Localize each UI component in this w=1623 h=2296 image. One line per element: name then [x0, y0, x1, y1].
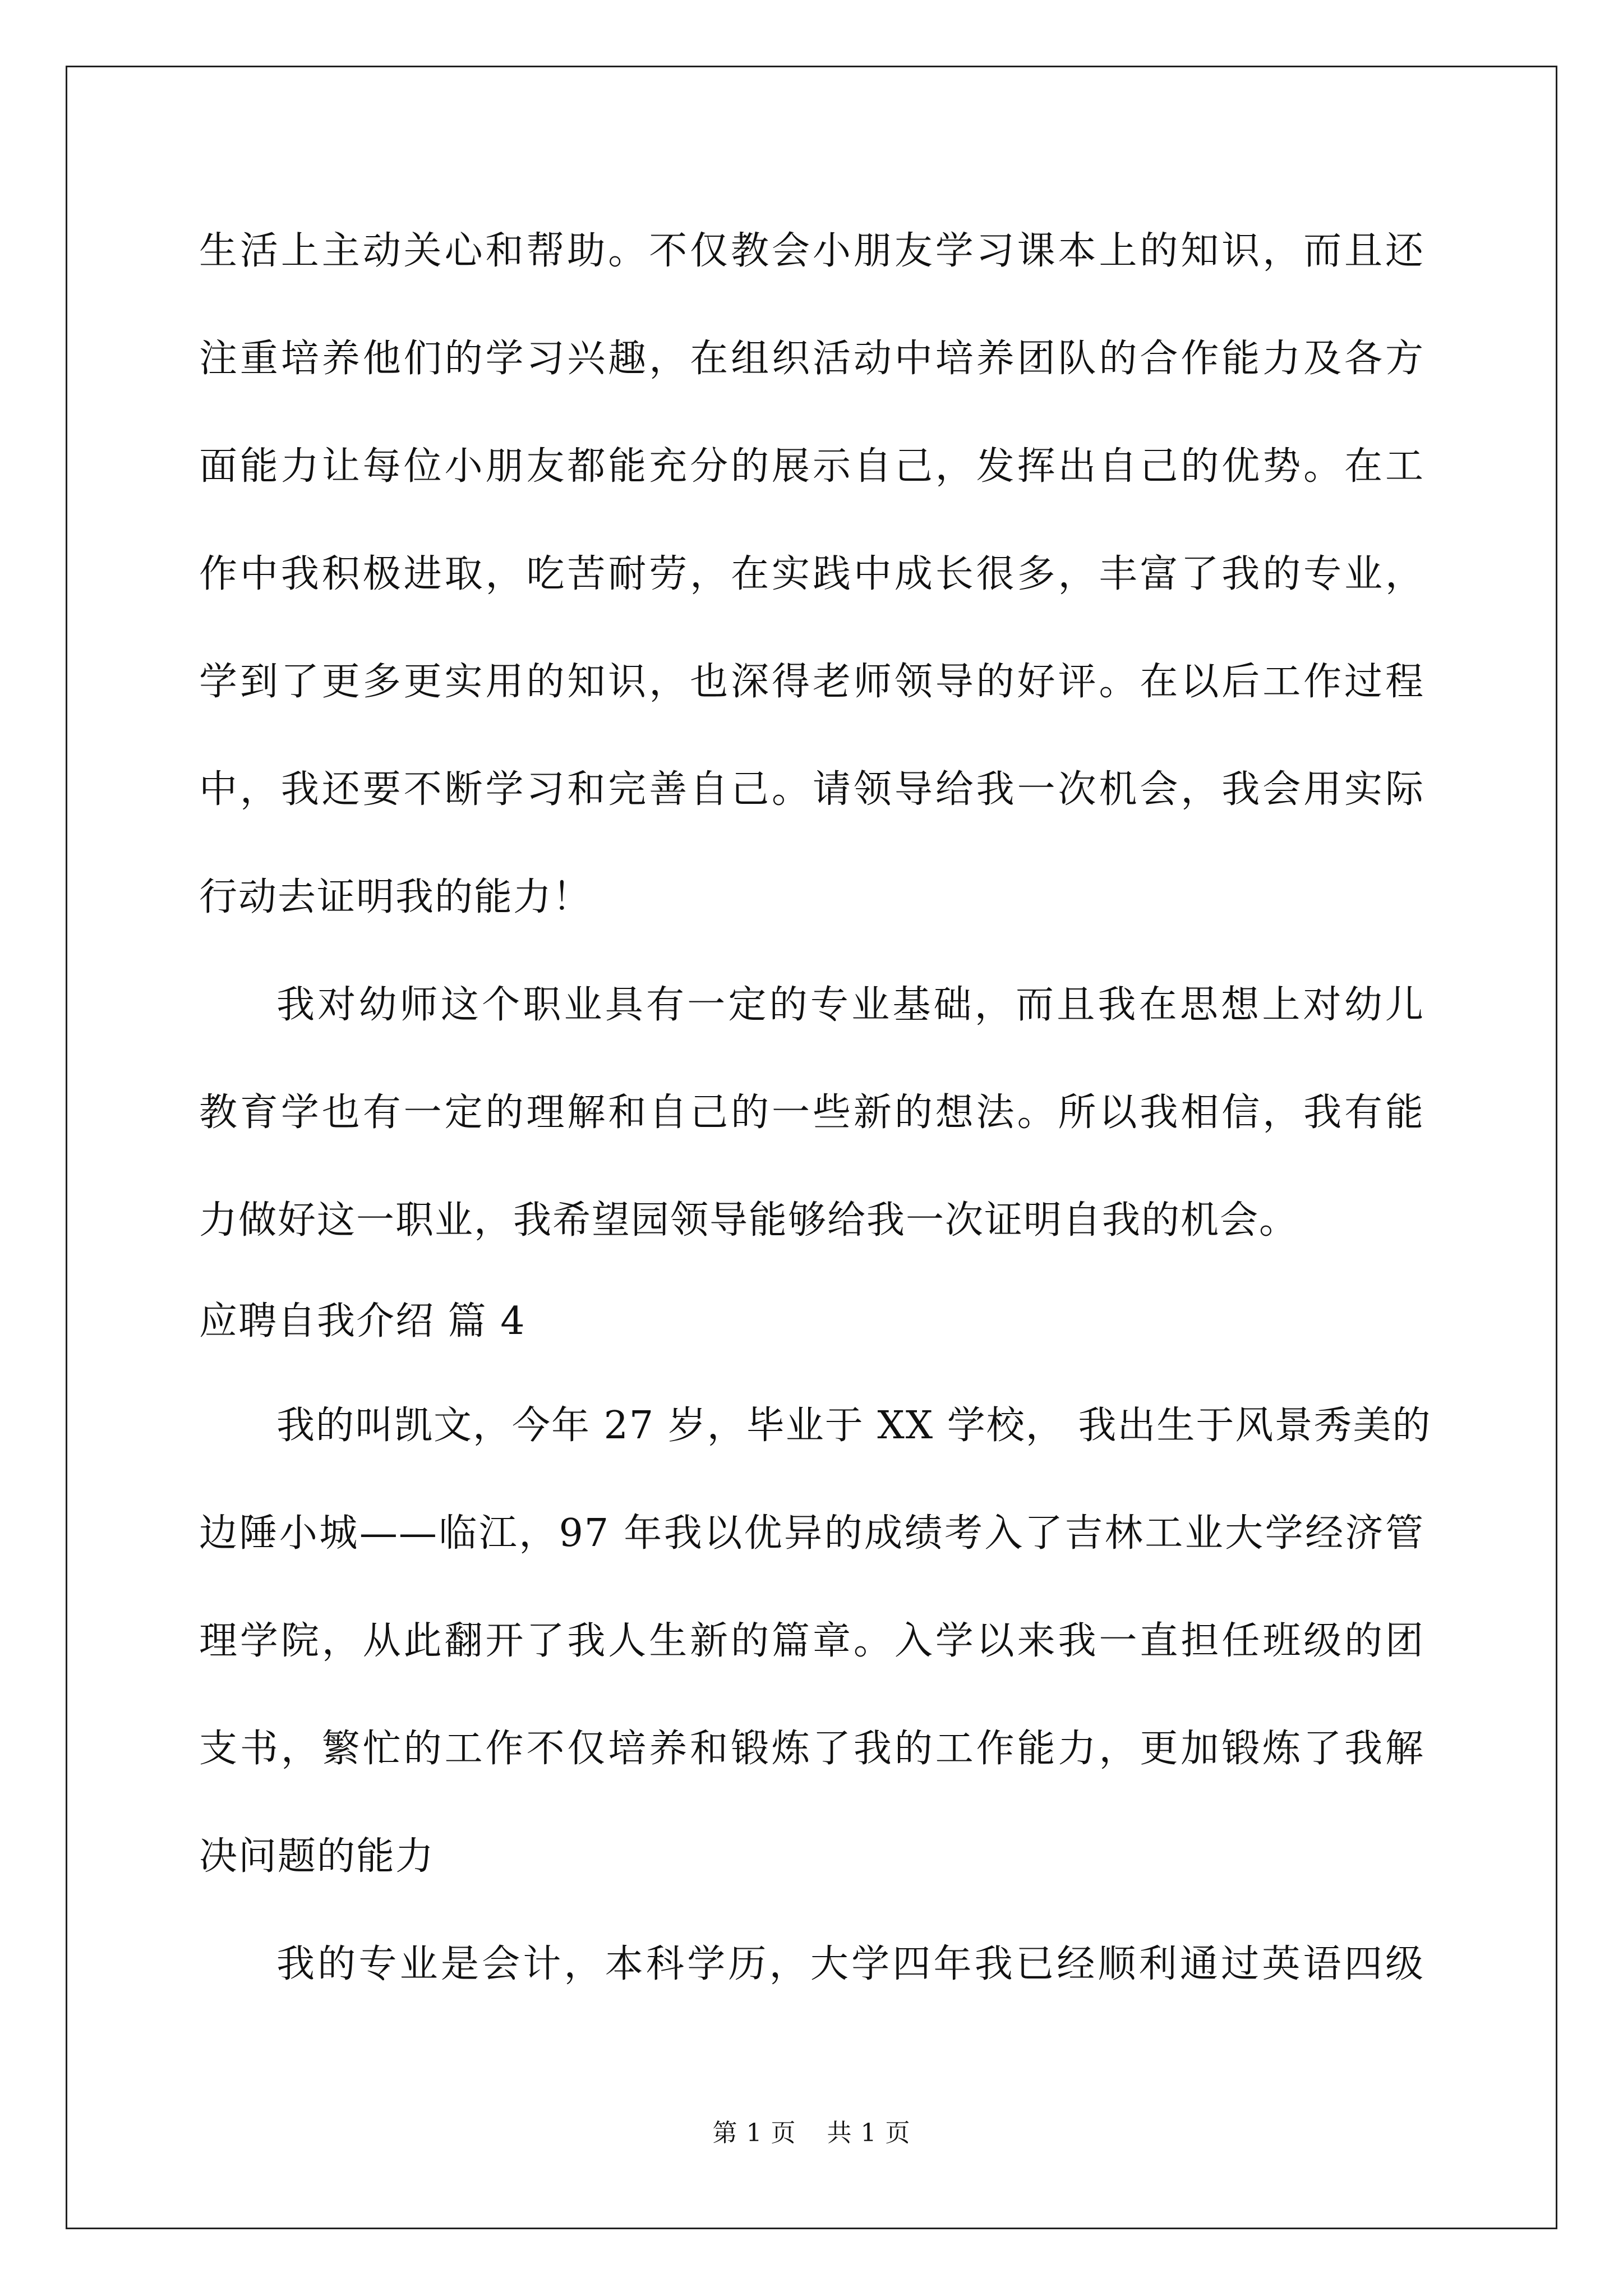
body-line: 支书，繁忙的工作不仅培养和锻炼了我的工作能力，更加锻炼了我解 — [199, 1727, 1424, 1771]
body-line: 注重培养他们的学习兴趣，在组织活动中培养团队的合作能力及各方 — [199, 337, 1424, 381]
body-line: 力做好这一职业，我希望园领导能够给我一次证明自我的机会。 — [199, 1198, 1299, 1243]
paragraph-first-line: 我对幼师这个职业具有一定的专业基础，而且我在思想上对幼儿 — [276, 983, 1424, 1027]
body-line: 生活上主动关心和帮助。不仅教会小朋友学习课本上的知识，而且还 — [199, 229, 1424, 273]
body-line: 教育学也有一定的理解和自己的一些新的想法。所以我相信，我有能 — [199, 1091, 1424, 1135]
body-line: 决问题的能力 — [199, 1834, 435, 1879]
body-line: 学到了更多更实用的知识，也深得老师领导的好评。在以后工作过程 — [199, 660, 1424, 704]
page-number: 第 1 页 — [712, 2119, 796, 2147]
body-line: 边陲小城——临江，97 年我以优异的成绩考入了吉林工业大学经济管 — [199, 1511, 1424, 1556]
page-border — [66, 66, 1557, 2229]
body-line: 作中我积极进取，吃苦耐劳，在实践中成长很多，丰富了我的专业， — [199, 552, 1424, 596]
body-line: 面能力让每位小朋友都能充分的展示自己，发挥出自己的优势。在工 — [199, 444, 1424, 489]
body-line: 理学院，从此翻开了我人生新的篇章。入学以来我一直担任班级的团 — [199, 1619, 1424, 1663]
body-line: 行动去证明我的能力！ — [199, 875, 592, 919]
page-total: 共 1 页 — [827, 2119, 911, 2147]
body-line: 中，我还要不断学习和完善自己。请领导给我一次机会，我会用实际 — [199, 767, 1424, 812]
page-footer — [0, 2118, 1623, 2149]
section-heading: 应聘自我介绍 篇 4 — [199, 1299, 526, 1343]
paragraph-first-line: 我的专业是会计，本科学历，大学四年我已经顺利通过英语四级 — [276, 1942, 1424, 1986]
paragraph-first-line: 我的叫凯文，今年 27 岁，毕业于 XX 学校， 我出生于风景秀美的 — [276, 1404, 1432, 1448]
